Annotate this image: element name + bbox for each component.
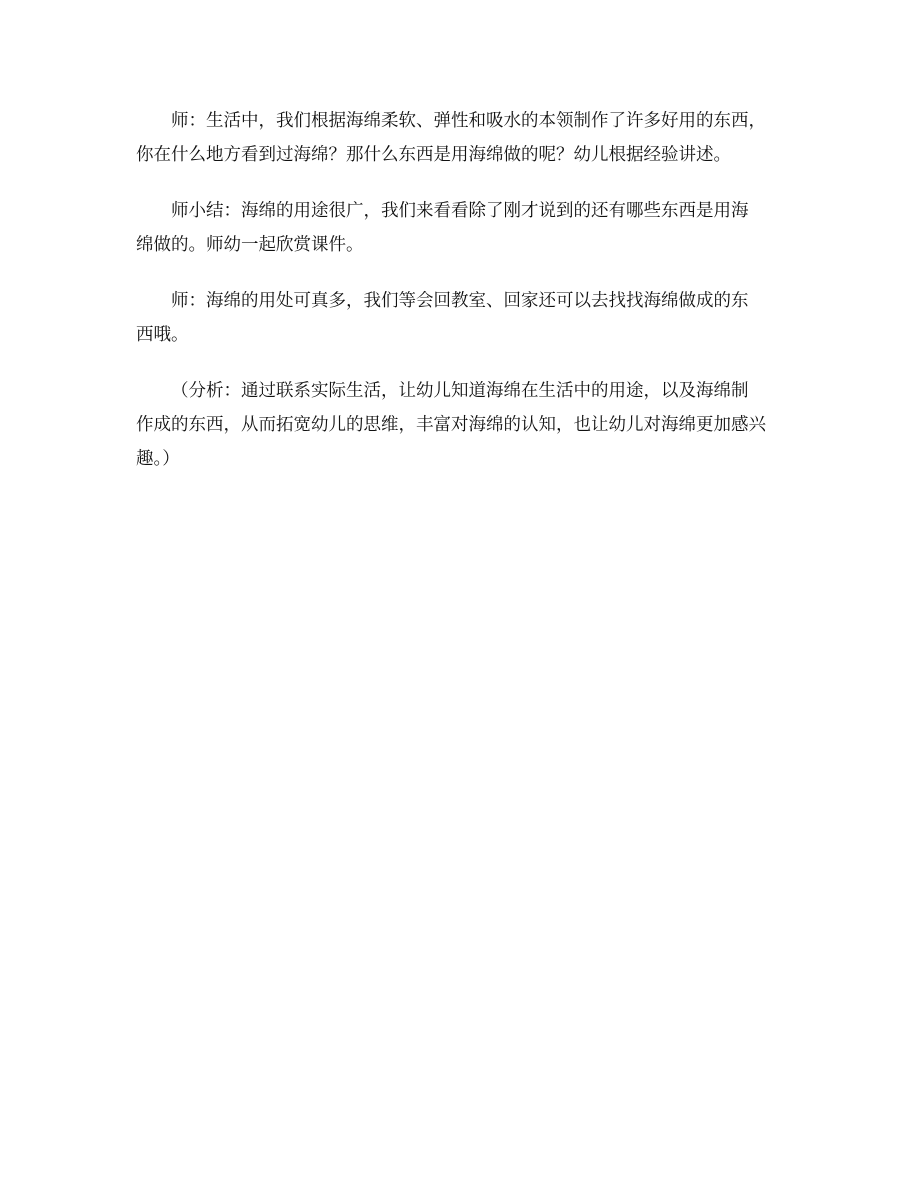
paragraph-line: 绵做的。师幼一起欣赏课件。	[136, 235, 364, 255]
paragraph-line: 师：生活中，我们根据海绵柔软、弹性和吸水的本领制作了许多好用的东西，	[171, 111, 766, 131]
paragraph-line: 你在什么地方看到过海绵？那什么东西是用海绵做的呢？幼儿根据经验讲述。	[136, 145, 731, 165]
paragraph-line: 趣。）	[136, 449, 180, 469]
document-body	[136, 104, 786, 498]
paragraph-analysis	[136, 374, 786, 476]
paragraph-line: 师小结：海绵的用途很广，我们来看看除了刚才说到的还有哪些东西是用海	[171, 201, 749, 221]
paragraph-teacher-summary	[136, 194, 786, 262]
paragraph-line: （分析：通过联系实际生活，让幼儿知道海绵在生活中的用途，以及海绵制	[171, 381, 749, 401]
paragraph-line: 西哦。	[136, 325, 189, 345]
paragraph-line: 师：海绵的用处可真多，我们等会回教室、回家还可以去找找海绵做成的东	[171, 291, 749, 311]
paragraph-line: 作成的东西，从而拓宽幼儿的思维，丰富对海绵的认知，也让幼儿对海绵更加感兴	[136, 415, 766, 435]
paragraph-teacher-closing	[136, 284, 786, 352]
paragraph-teacher-question	[136, 104, 786, 172]
